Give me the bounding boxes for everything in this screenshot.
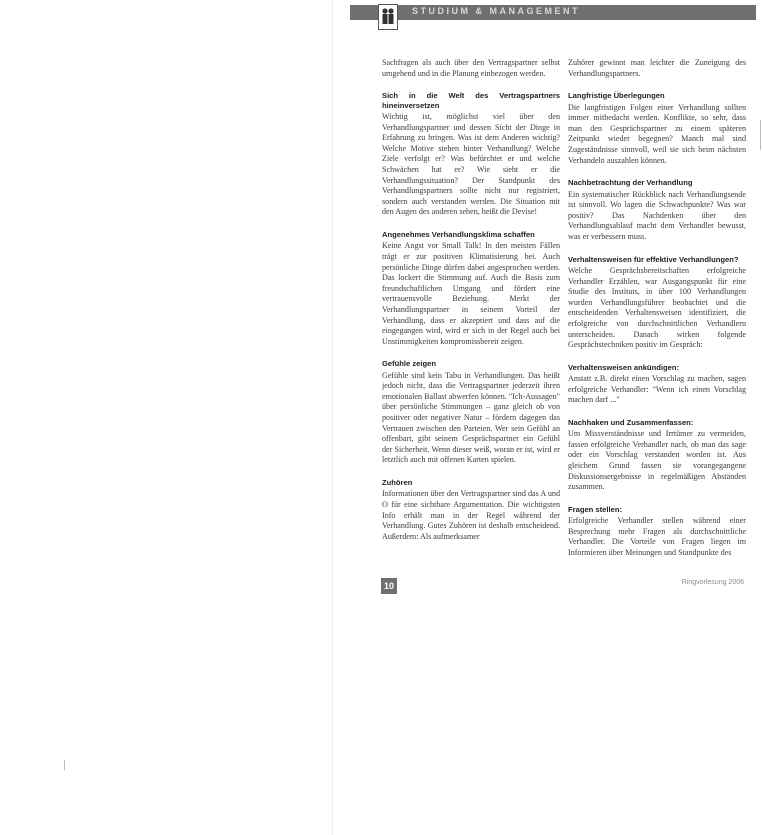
section-body: Die langfristigen Folgen einer Verhandlung sollten immer mitbedacht werden. Konflikte, so sehr, dass man den Gesprächspartner zu einem späteren Zeitpunkt wieder begegnen? Manch mal sind Zugeständnisse sinnvoll, weil sie sich beim nächsten Verhandeln auszahlen können.: [568, 102, 746, 165]
section-heading: Verhaltensweisen für effektive Verhandlungen?: [568, 254, 739, 264]
page-number: 10: [381, 578, 397, 594]
section-body: Ein systematischer Rückblick nach Verhandlungsende ist sinnvoll. Wo lagen die Schwachpunkte? Was war positiv? Das Nachdenken über den Verhandlungsablauf macht dem Verhandler bewusst, was er verbessern muss.: [568, 189, 746, 241]
section-title: STUDIUM & MANAGEMENT: [412, 6, 580, 16]
scan-dust: [760, 120, 761, 150]
section-body: Erfolgreiche Verhandler stellen während einer Besprechung mehr Fragen als durchschnittliche Verhandler. Die Vorteile von Fragen liegen im Informieren über Meinungen und Standpunkte des: [568, 516, 746, 558]
section-body: Informationen über den Vertragspartner sind das A und O für eine sichtbare Argumentation. Die wichtigsten Info erhält man in der Regel während der Verhandlung. Gutes Zuhören ist deshalb entscheidend. Außerdem: Als aufmerksamer: [382, 489, 560, 541]
section-body: Welche Gesprächsbereitschaften erfolgreiche Verhandler Erzählen, war Ausgangspunkt für eine Studie des Instituts, in über 100 Verhandlungen wurden Verhandlungsführer beobachtet und die entscheidenden Verhaltensweisen identifiziert, die erfolgreiche von durchschnittlichen Verhandlern unterscheiden. Danach wirken folgende Gesprächstechniken positiv im Gespräch:: [568, 265, 746, 350]
section-heading: Verhaltensweisen ankündigen:: [568, 362, 679, 372]
section-heading: Angenehmes Verhandlungsklima schaffen: [382, 229, 535, 239]
section-heading: Sich in die Welt des Vertragspartners hineinversetzen: [382, 91, 560, 110]
section-heading: Langfristige Überlegungen: [568, 91, 665, 101]
section-heading: Gefühle zeigen: [382, 359, 437, 369]
section-heading: Fragen stellen:: [568, 504, 623, 514]
section-heading: Nachhaken und Zusammenfassen:: [568, 417, 694, 427]
section-body: Um Missverständnisse und Irrtümer zu vermeiden, fassen erfolgreiche Verhandler nach, ob man das sage oder ein Vorschlag verstanden worden ist. Aus gleichem Grund fassen sie vorangegangene Diskussionsergebnisse in regelmäßigen Abständen zusammen.: [568, 429, 746, 492]
section-body: Anstatt z.B. direkt einen Vorschlag zu machen, sagen erfolgreiche Verhandler: "Wenn ich einen Vorschlag machen darf ...": [568, 374, 746, 405]
scan-dust: [64, 760, 65, 770]
intro-paragraph: Zuhörer gewinnt man leichter die Zuneigung des Verhandlungspartners.: [568, 58, 746, 78]
section-body: Gefühle sind kein Tabu in Verhandlungen. Das heißt jedoch nicht, dass die Vertragspartner jederzeit ihren emotionalen Ballast abwerfen können. "Ich-Aussagen" über persönliche Stimmungen – ganz gleich ob von positiver oder negativer Natur – fördern dagegen das Vertrauen zwischen den Parteien. Wer sein Gefühl an offenbart, gibt seinem Gesprächspartner ein Gefühl der Sicherheit. Wenn dieser weiß, woran er ist, wird er letztlich auch mit offenen Karten spielen.: [382, 370, 560, 465]
scan-edge: [332, 0, 333, 835]
section-heading: Zuhören: [382, 478, 413, 488]
intro-paragraph: Sachfragen als auch über den Vertragspartner selbst umgehend und in die Planung einbezogen werden.: [382, 58, 560, 78]
section-body: Keine Angst vor Small Talk! In den meisten Fällen trägt er zur positiven Klimatisierung bei. Auch persönliche Dinge dürfen dabei angesprochen werden. Das lockert die Stimmung auf. Auch die Basis zum freundschaftlichen Umgang und fördert eine vertrauensvolle Beziehung. Merkt der Verhandlungspartner in seinem Vorteil der Verhandlung, dass er akzeptiert und dass auf die eingegangen wird, wird er sich in der Regel auch bei Unstimmigkeiten kompromissbereit zeigen.: [382, 241, 560, 346]
left-column: [382, 58, 560, 542]
section-body: Wichtig ist, möglichst viel über den Verhandlungspartner und dessen Sicht der Dinge in Erfahrung zu bringen. Was ist dem Anderen wichtig? Welche Motive stehen hinter Verhandlung? Welche Ziele verfolgt er? Was befürchtet er und welche Schwächen hat er? Wie sieht er die Verhandlungssituation? Der Standpunkt des Verhandlungspartners sollte nicht nur registriert, sondern auch verstanden werden. Die Situation mit den Augen des anderen sehen, heißt die Devise!: [382, 112, 560, 217]
right-column: [568, 58, 746, 559]
section-heading: Nachbetrachtung der Verhandlung: [568, 178, 693, 188]
people-icon: [378, 4, 398, 30]
footer-source: Ringvorlesung 2006: [681, 579, 744, 586]
